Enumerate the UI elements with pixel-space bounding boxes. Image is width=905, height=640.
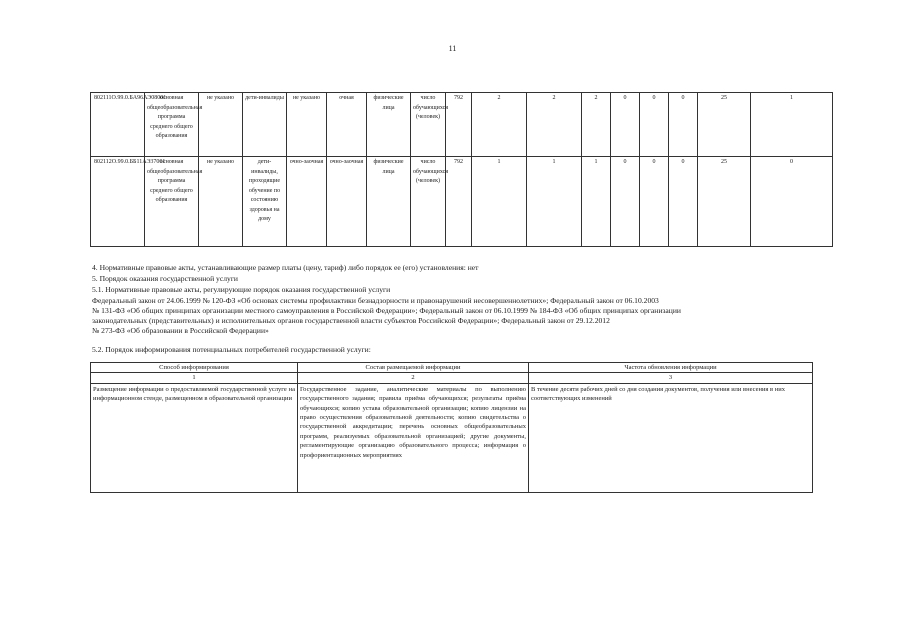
section-5-2-heading: 5.2. Порядок информирования потенциальных потребителей государственной услуги: [92, 345, 371, 354]
table-cell: очно-заочная [287, 157, 327, 247]
table-cell: 0 [751, 157, 833, 247]
table-cell: не указано [199, 157, 243, 247]
law-line: Федеральный закон от 24.06.1999 № 120-ФЗ «Об основах системы профилактики безнадзорности и правонарушений несовершеннолетних»; Федеральный закон от 06.10.2003 [92, 296, 659, 305]
table-cell: 0 [640, 157, 669, 247]
table-cell: физические лица [367, 93, 411, 157]
column-number-row [91, 373, 813, 383]
table-row [91, 157, 833, 247]
table-cell: число обучающихся (человек) [411, 157, 446, 247]
table-cell: физические лица [367, 157, 411, 247]
table-cell: основная общеобразовательная программа среднего общего образования [145, 93, 199, 157]
table-header-row [91, 363, 813, 373]
column-header: Частота обновления информации [529, 363, 813, 373]
section-4-text: 4. Нормативные правовые акты, устанавливающие размер платы (цену, тариф) либо порядок ее (его) установления: нет [92, 263, 479, 272]
table-cell: 792 [446, 93, 472, 157]
column-header: Способ информирования [91, 363, 298, 373]
page-number: 11 [448, 44, 457, 53]
table-cell: не указано [287, 93, 327, 157]
table-cell: 0 [611, 93, 640, 157]
law-line: № 131-ФЗ «Об общих принципах организации местного самоуправления в Российской Федерации»; Федеральный закон от 06.10.1999 № 184-ФЗ «Об общих принципах организации [92, 306, 681, 315]
table-cell: 1 [472, 157, 527, 247]
table-cell: 0 [669, 93, 698, 157]
table-cell: очно-заочная [327, 157, 367, 247]
registry-table [90, 92, 833, 247]
table-row [91, 93, 833, 157]
table-cell: 1 [751, 93, 833, 157]
table-cell: дети-инвалиды [243, 93, 287, 157]
table-cell: 1 [582, 157, 611, 247]
column-header: Состав размещаемой информации [298, 363, 529, 373]
table-cell: 792 [446, 157, 472, 247]
section-5-heading: 5. Порядок оказания государственной услуги [92, 274, 238, 283]
table-cell: 25 [698, 93, 751, 157]
table-cell: 0 [669, 157, 698, 247]
table-cell: 0 [611, 157, 640, 247]
law-line: законодательных (представительных) и исполнительных органов государственной власти субъектов Российской Федерации»; Федеральный закон от 29.12.2012 [92, 316, 610, 325]
column-number: 2 [298, 373, 529, 383]
table-cell: не указано [199, 93, 243, 157]
table-cell: 2 [582, 93, 611, 157]
information-content: Государственное задание, аналитические материалы по выполнению государственного задания; правила приёма обучающихся; результаты приёма обучающихся; копию устава образовательной организации; копию лицензии на право осуществления образовательной деятельности; копию свидетельства о государственной аккредитации; перечень основных общеобразовательных программ, реализуемых образовательной организацией; другие документы, регламентирующие организацию образовательного процесса; информация о профориентационных мероприятиях [298, 383, 529, 492]
information-table [90, 362, 813, 493]
table-cell: основная общеобразовательная программа среднего общего образования [145, 157, 199, 247]
table-cell: 802111О.99.0.БА96АЭ08001 [91, 93, 145, 157]
table-cell: 2 [472, 93, 527, 157]
column-number: 1 [91, 373, 298, 383]
law-line: № 273-ФЗ «Об образовании в Российской Федерации» [92, 326, 269, 335]
table-row [91, 383, 813, 492]
column-number: 3 [529, 373, 813, 383]
table-cell: дети-инвалиды, проходящие обучение по состоянию здоровья на дому [243, 157, 287, 247]
table-cell: число обучающихся (человек) [411, 93, 446, 157]
table-cell: очная [327, 93, 367, 157]
table-cell: 802112О.99.0.ББ11АЭ37001 [91, 157, 145, 247]
section-5-1-heading: 5.1. Нормативные правовые акты, регулирующие порядок оказания государственной услуги [92, 285, 391, 294]
table-cell: 25 [698, 157, 751, 247]
information-method: Размещение информации о предоставляемой государственной услуге на информационном стенде, размещенном в образовательной организации [91, 383, 298, 492]
update-frequency: В течение десяти рабочих дней со дня создания документов, получения или внесения в них соответствующих изменений [529, 383, 813, 492]
table-cell: 1 [527, 157, 582, 247]
table-cell: 2 [527, 93, 582, 157]
table-cell: 0 [640, 93, 669, 157]
